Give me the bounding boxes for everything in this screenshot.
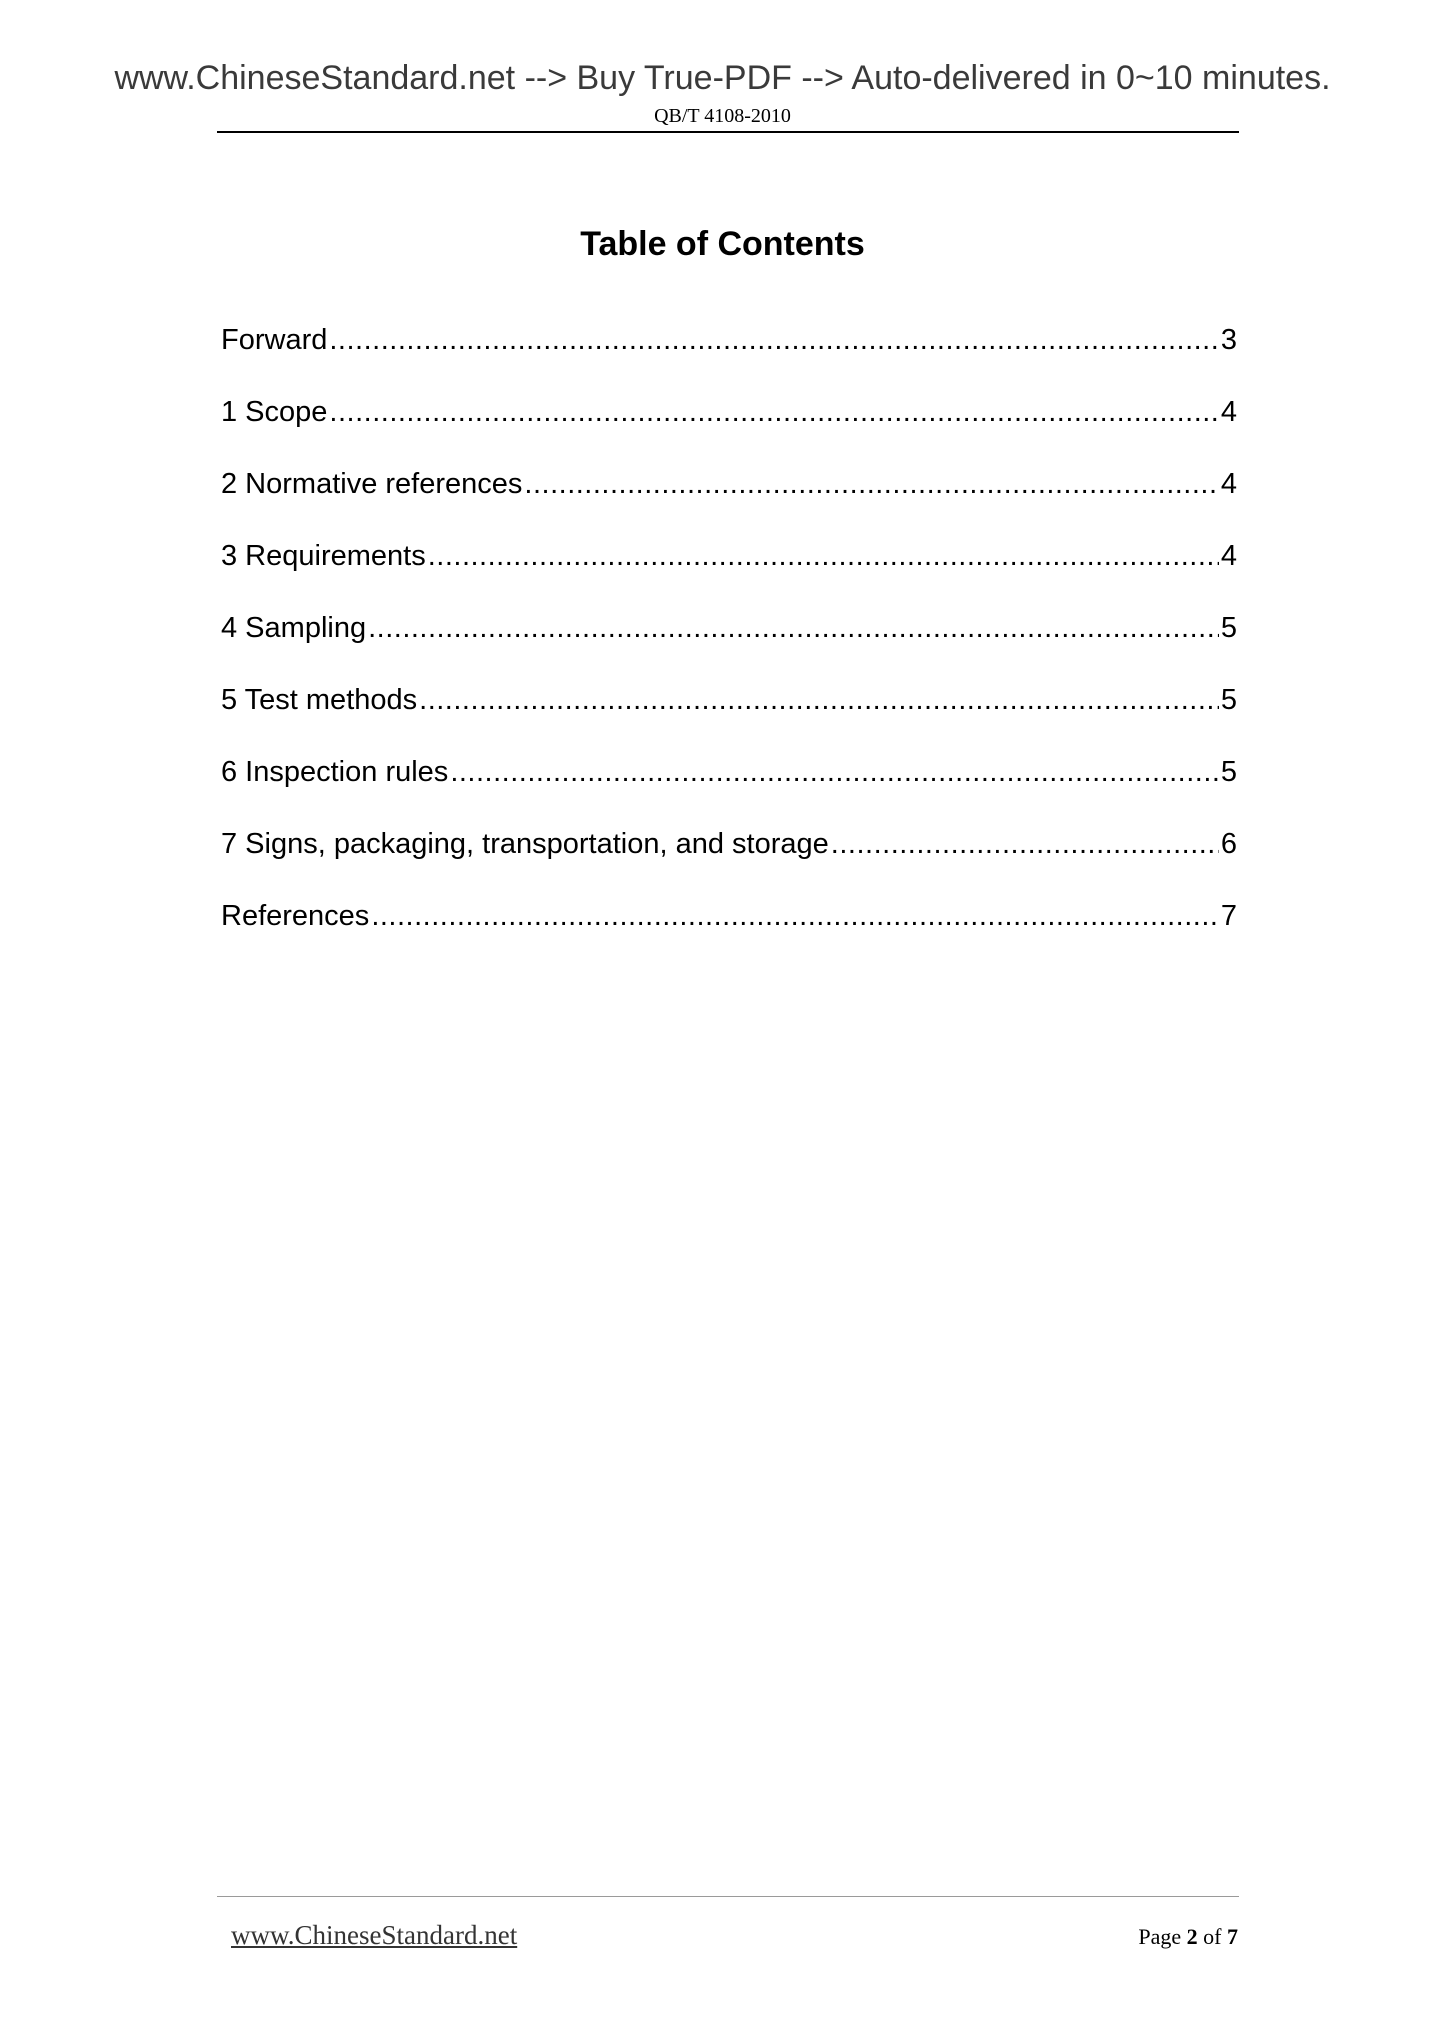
- toc-entry-label: 7 Signs, packaging, transportation, and storage: [221, 828, 829, 860]
- toc-entry-signs-packaging[interactable]: [221, 824, 1237, 896]
- toc-leader-dots: [329, 320, 1219, 360]
- toc-leader-dots: [368, 608, 1219, 648]
- toc-leader-dots: [450, 752, 1219, 792]
- current-page-number: 2: [1186, 1924, 1198, 1949]
- toc-leader-dots: [329, 392, 1218, 432]
- toc-entry-test-methods[interactable]: [221, 680, 1237, 752]
- toc-entry-page: 3: [1220, 324, 1237, 356]
- toc-entry-page: 5: [1220, 612, 1237, 644]
- toc-entry-normative-references[interactable]: [221, 464, 1237, 536]
- toc-entry-page: 7: [1220, 900, 1237, 932]
- toc-entry-page: 4: [1220, 396, 1237, 428]
- footer-website-link[interactable]: www.ChineseStandard.net: [231, 1920, 518, 1950]
- toc-entry-label: 3 Requirements: [221, 540, 426, 572]
- toc-entry-label: 2 Normative references: [221, 468, 523, 500]
- header-divider: [217, 131, 1239, 133]
- toc-entry-references[interactable]: [221, 896, 1237, 968]
- toc-entry-page: 5: [1220, 756, 1237, 788]
- standard-code: QB/T 4108-2010: [654, 105, 791, 127]
- toc-entry-scope[interactable]: [221, 392, 1237, 464]
- toc-entry-sampling[interactable]: [221, 608, 1237, 680]
- page-label: Page: [1138, 1924, 1182, 1949]
- toc-entry-requirements[interactable]: [221, 536, 1237, 608]
- total-page-number: 7: [1227, 1924, 1238, 1949]
- toc-entry-page: 6: [1220, 828, 1237, 860]
- toc-leader-dots: [831, 824, 1219, 864]
- toc-entry-page: 5: [1220, 684, 1237, 716]
- page-number: [1138, 1922, 1238, 1952]
- toc-list: [221, 320, 1237, 968]
- page-of-label: of: [1203, 1924, 1222, 1949]
- toc-entry-label: 4 Sampling: [221, 612, 367, 644]
- toc-entry-label: 5 Test methods: [221, 684, 418, 716]
- footer-divider: [217, 1896, 1239, 1897]
- page-title: Table of Contents: [580, 225, 865, 263]
- toc-entry-page: 4: [1220, 540, 1237, 572]
- toc-entry-page: 4: [1220, 468, 1237, 500]
- toc-leader-dots: [419, 680, 1219, 720]
- toc-leader-dots: [428, 536, 1219, 576]
- toc-entry-label: Forward: [221, 324, 328, 356]
- toc-leader-dots: [371, 896, 1219, 936]
- header-banner: www.ChineseStandard.net --> Buy True-PDF --> Auto-delivered in 0~10 minutes.: [114, 59, 1331, 97]
- toc-entry-label: 1 Scope: [221, 396, 328, 428]
- toc-entry-forward[interactable]: [221, 320, 1237, 392]
- toc-entry-inspection-rules[interactable]: [221, 752, 1237, 824]
- toc-entry-label: References: [221, 900, 370, 932]
- toc-entry-label: 6 Inspection rules: [221, 756, 449, 788]
- toc-leader-dots: [524, 464, 1218, 504]
